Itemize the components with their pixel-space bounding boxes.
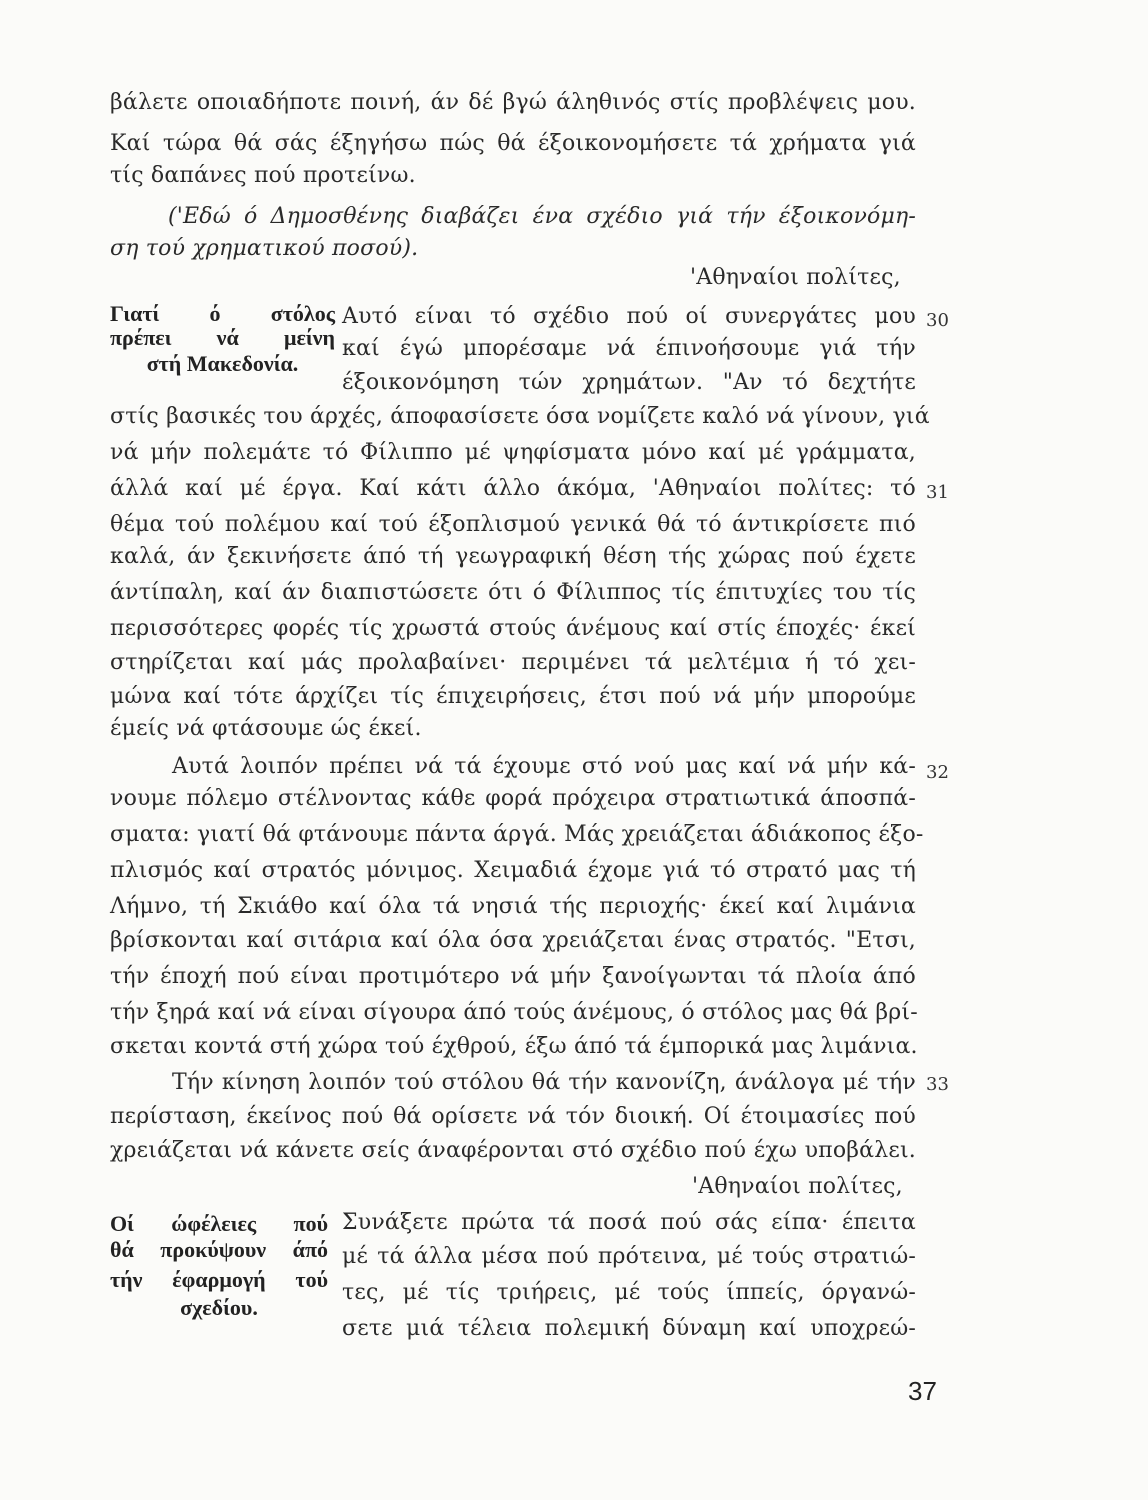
- text-line: περίσταση, έκείνος πού θά ορίσετε νά τόν διοική. Οί έτοιμασίες πού: [110, 1104, 916, 1129]
- text-line: θέμα τού πολέμου καί τού έξοπλισμού γενικά θά τό άντικρίσετε πιό: [110, 512, 916, 537]
- text-line: τες, μέ τίς τριήρεις, μέ τούς ίππείς, όργανώ-: [342, 1280, 916, 1305]
- text-line: τήν ξηρά καί νά είναι σίγουρα άπό τούς άνέμους, ό στόλος μας θά βρί-: [110, 1000, 918, 1025]
- margin-number: 32: [926, 762, 949, 783]
- side-note-heading: τήν έφαρμογή τού: [110, 1267, 328, 1292]
- text-line: σετε μιά τέλεια πολεμική δύναμη καί υποχρεώ-: [342, 1316, 916, 1341]
- text-line: Καί τώρα θά σάς έξηγήσω πώς θά έξοικονομήσετε τά χρήματα γιά: [110, 131, 916, 156]
- text-line: νουμε πόλεμο στέλνοντας κάθε φορά πρόχειρα στρατιωτικά άποσπά-: [110, 786, 916, 811]
- text-line: καί έγώ μπορέσαμε νά έπινοήσουμε γιά τήν: [342, 336, 916, 361]
- text-line: τήν έποχή πού είναι προτιμότερο νά μήν ξανοίγωνται τά πλοία άπό: [110, 964, 916, 989]
- side-note-heading: θά προκύψουν άπό: [110, 1237, 328, 1262]
- text-line: σκεται κοντά στή χώρα τού έχθρού, έξω άπό τά έμπορικά μας λιμάνια.: [110, 1034, 918, 1059]
- margin-number: 33: [926, 1074, 949, 1095]
- text-line: Τήν κίνηση λοιπόν τού στόλου θά τήν κανονίζη, άνάλογα μέ τήν: [172, 1070, 916, 1095]
- side-note-heading: πρέπει νά μείνη: [110, 325, 335, 350]
- side-note-heading: Γιατί ό στόλος: [110, 301, 335, 326]
- text-line: χρειάζεται νά κάνετε σείς άναφέρονται στό σχέδιο πού έχω υποβάλει.: [110, 1138, 916, 1163]
- text-line: άλλά καί μέ έργα. Καί κάτι άλλο άκόμα, 'Αθηναίοι πολίτες: τό: [110, 476, 916, 501]
- text-line: στηρίζεται καί μάς προλαβαίνει· περιμένει τά μελτέμια ή τό χει-: [110, 650, 916, 675]
- text-line: περισσότερες φορές τίς χρωστά στούς άνέμους καί στίς έποχές· έκεί: [110, 616, 916, 641]
- address-line: 'Αθηναίοι πολίτες,: [690, 265, 901, 290]
- text-line: Αυτά λοιπόν πρέπει νά τά έχουμε στό νού μας καί νά μήν κά-: [172, 754, 916, 779]
- text-line: στίς βασικές του άρχές, άποφασίσετε όσα νομίζετε καλό νά γίνουν, γιά: [110, 404, 930, 429]
- text-line: άντίπαλη, καί άν διαπιστώσετε ότι ό Φίλιππος τίς έπιτυχίες του τίς: [110, 580, 916, 605]
- text-line: βρίσκονται καί σιτάρια καί όλα όσα χρειάζεται ένας στρατός. "Ετσι,: [110, 928, 916, 953]
- margin-number: 30: [926, 310, 949, 331]
- side-note-heading: σχεδίου.: [180, 1295, 258, 1320]
- text-line: βάλετε οποιαδήποτε ποινή, άν δέ βγώ άληθινός στίς προβλέψεις μου.: [110, 90, 916, 115]
- address-line: 'Αθηναίοι πολίτες,: [692, 1174, 903, 1199]
- text-line: μέ τά άλλα μέσα πού πρότεινα, μέ τούς στρατιώ-: [342, 1244, 916, 1269]
- text-line: νά μήν πολεμάτε τό Φίλιππο μέ ψηφίσματα μόνο καί μέ γράμματα,: [110, 440, 916, 465]
- text-line: πλισμός καί στρατός μόνιμος. Χειμαδιά έχομε γιά τό στρατό μας τή: [110, 858, 916, 883]
- text-line: σματα: γιατί θά φτάνουμε πάντα άργά. Μάς χρειάζεται άδιάκοπος έξο-: [110, 822, 924, 847]
- text-line: έμείς νά φτάσουμε ώς έκεί.: [110, 716, 422, 741]
- text-line: τίς δαπάνες πού προτείνω.: [110, 163, 416, 188]
- text-line: καλά, άν ξεκινήσετε άπό τή γεωγραφική θέση τής χώρας πού έχετε: [110, 544, 916, 569]
- italic-stage-direction: ση τού χρηματικού ποσού).: [110, 236, 419, 261]
- side-note-heading: στή Μακεδονία.: [146, 351, 299, 376]
- text-line: Αυτό είναι τό σχέδιο πού οί συνεργάτες μου: [342, 304, 916, 329]
- margin-number: 31: [926, 482, 949, 503]
- side-note-heading: Οί ώφέλειες πού: [110, 1211, 328, 1236]
- text-line: Συνάξετε πρώτα τά ποσά πού σάς είπα· έπειτα: [342, 1210, 916, 1235]
- text-line: έξοικονόμηση τών χρημάτων. "Αν τό δεχτήτε: [342, 370, 916, 395]
- page-number: 37: [908, 1376, 937, 1406]
- text-line: μώνα καί τότε άρχίζει τίς έπιχειρήσεις, έτσι πού νά μήν μπορούμε: [110, 684, 916, 709]
- italic-stage-direction: ('Εδώ ό Δημοσθένης διαβάζει ένα σχέδιο γιά τήν έξοικονόμη-: [168, 204, 916, 229]
- text-line: Λήμνο, τή Σκιάθο καί όλα τά νησιά τής περιοχής· έκεί καί λιμάνια: [110, 894, 916, 919]
